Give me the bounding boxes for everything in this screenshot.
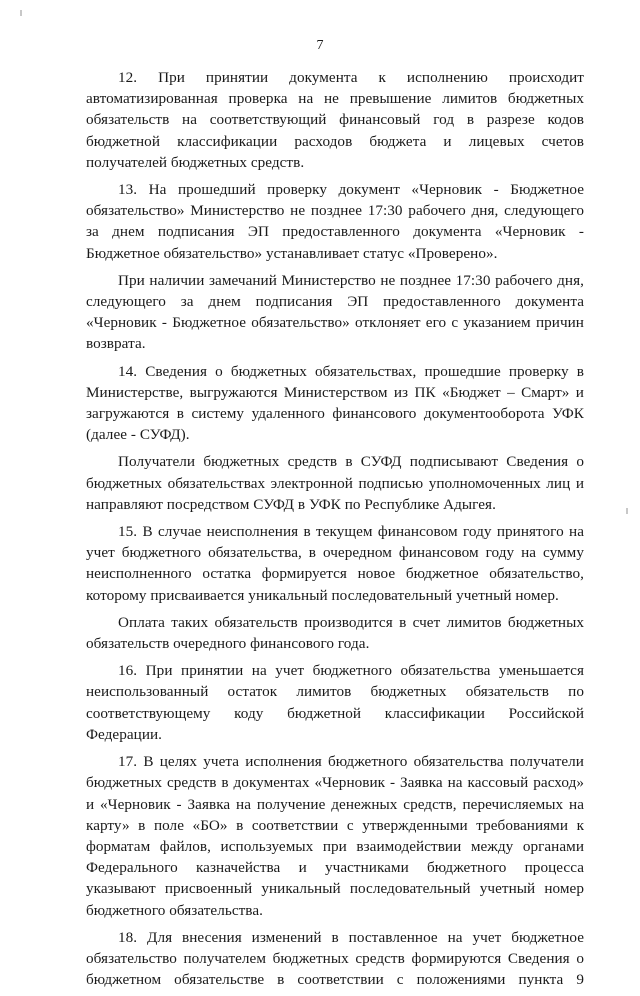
paragraph-15: 15. В случае неисполнения в текущем финансовом году принятого на учет бюджетного обязательства, в очередном финансовом году на сумму неисполненного остатка формируется новое бюджетное обязательство, которому присваивается уникальный последовательный учетный номер. [86, 523, 584, 604]
scan-artifact [20, 10, 22, 16]
paragraph-15-payment: Оплата таких обязательств производится в счет лимитов бюджетных обязательств очередного финансового года. [86, 613, 584, 653]
paragraph-14: 14. Сведения о бюджетных обязательствах, прошедшие проверку в Министерстве, выгружаются Министерством из ПК «Бюджет – Смарт» и загружаются в систему удаленного финансового документооборота УФК (далее - СУФД). [86, 362, 584, 444]
scan-artifact [626, 508, 628, 514]
paragraph-12: 12. При принятии документа к исполнению происходит автоматизированная проверка на не превышение лимитов бюджетных обязательств на соответствующий финансовый год в разрезе кодов бюджетной классификации расходов бюджета и лицевых счетов получателей бюджетных средств. [86, 69, 584, 171]
paragraph-17: 17. В целях учета исполнения бюджетного обязательства получатели бюджетных средств в документах «Черновик - Заявка на кассовый расход» и «Черновик - Заявка на получение денежных средств, перечисляемых на карту» в поле «БО» в соответствии с утвержденными требованиями к форматам файлов, используемых при взаимодействии между органами Федерального казначейства и участниками бюджетного процесса указывают присвоенный уникальный последовательный учетный номер бюджетного обязательства. [86, 753, 584, 919]
paragraph-13-remarks: При наличии замечаний Министерство не позднее 17:30 рабочего дня, следующего за днем подписания ЭП предоставленного документа «Черновик - Бюджетное обязательство» отклоняет его с указанием причин возврата. [86, 271, 584, 353]
paragraph-16: 16. При принятии на учет бюджетного обязательства уменьшается неиспользованный остаток лимитов бюджетных обязательств по соответствующему коду бюджетной классификации Российской Федерации. [86, 662, 584, 743]
document-body [86, 67, 584, 996]
paragraph-14-signing: Получатели бюджетных средств в СУФД подписывают Сведения о бюджетных обязательствах электронной подписью уполномоченных лиц и направляют посредством СУФД в УФК по Республике Адыгея. [86, 453, 584, 513]
paragraph-13: 13. На прошедший проверку документ «Черновик - Бюджетное обязательство» Министерство не позднее 17:30 рабочего дня, следующего за днем подписания ЭП предоставленного документа «Черновик - Бюджетное обязательство» устанавливает статус «Проверено». [86, 181, 584, 262]
paragraph-18: 18. Для внесения изменений в поставленное на учет бюджетное обязательство получателем бюджетных средств формируются Сведения о бюджетном обязательстве в соответствии с положениями пункта 9 [86, 928, 584, 989]
page-number: 7 [316, 38, 324, 53]
